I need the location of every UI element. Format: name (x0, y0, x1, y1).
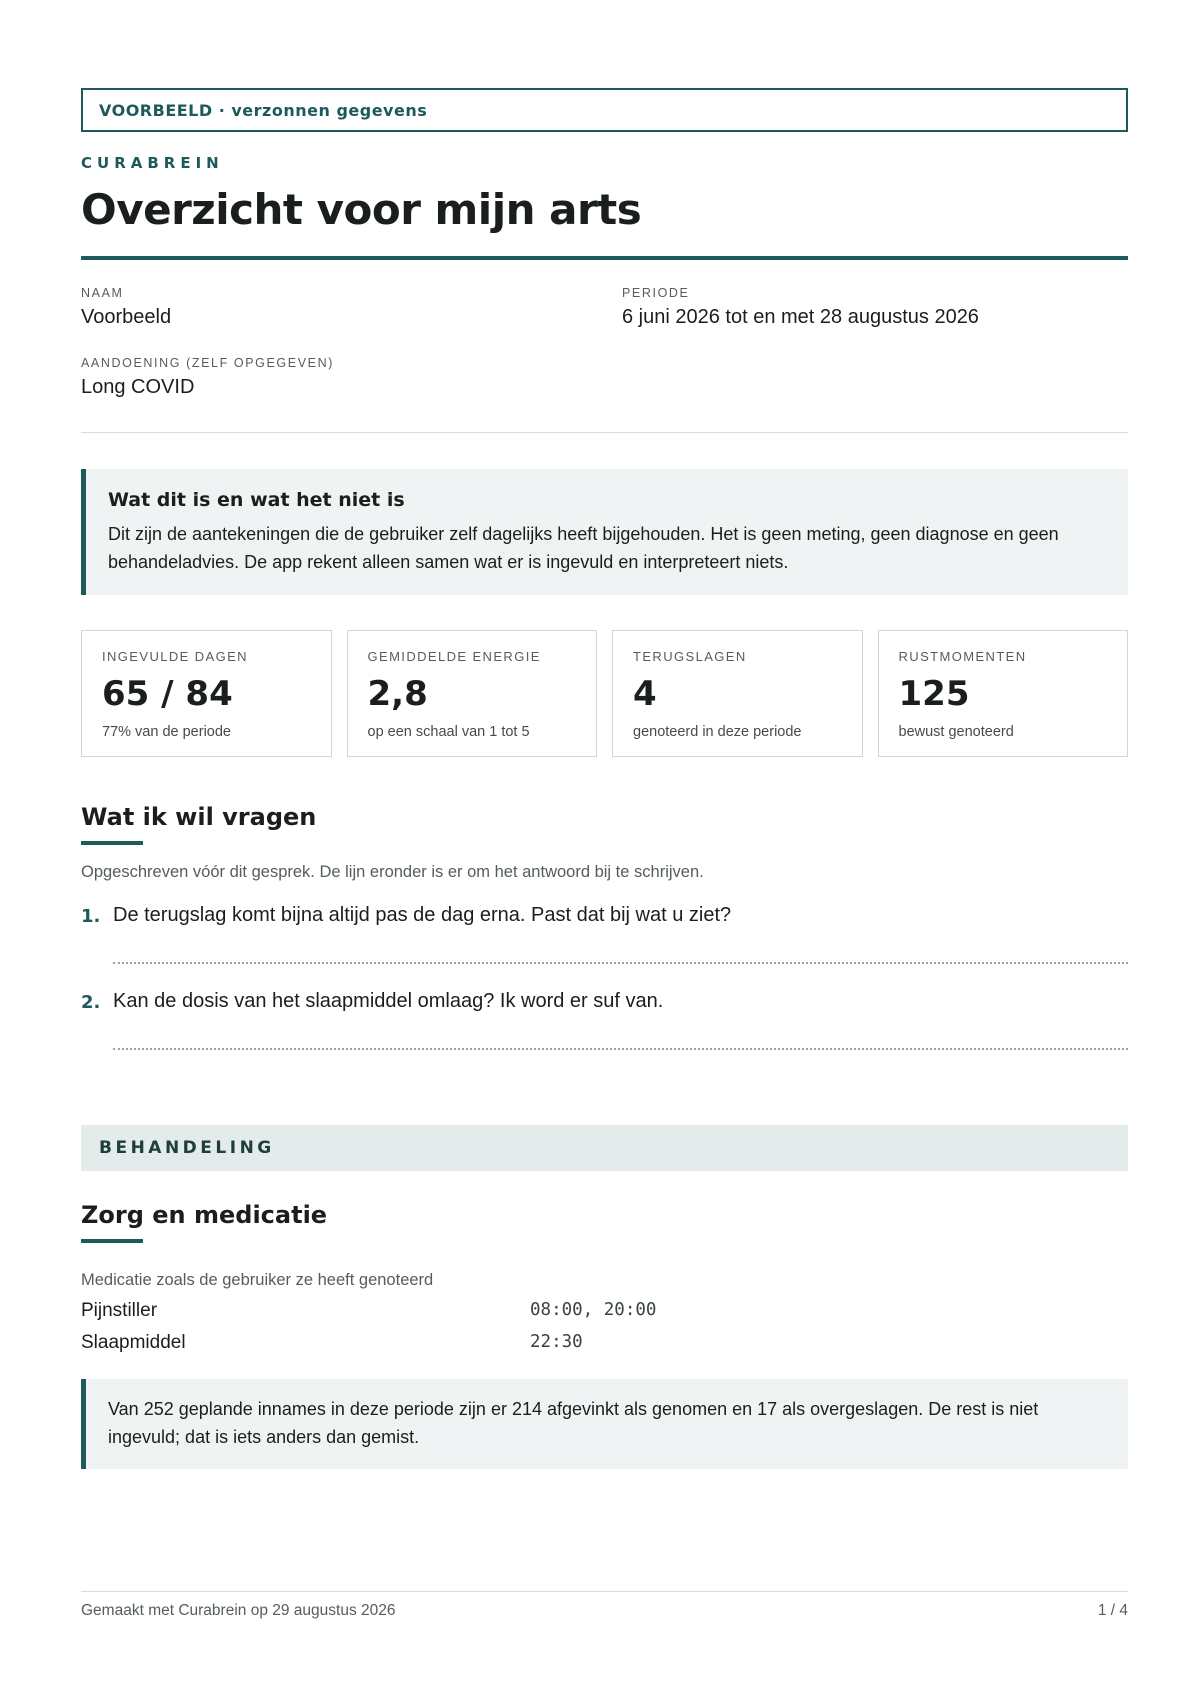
name-field (81, 286, 622, 356)
stat-label: TERUGSLAGEN (633, 649, 747, 664)
title-divider (81, 256, 1128, 260)
stat-value: 4 (633, 674, 657, 714)
period-value: 6 juni 2026 tot en met 28 augustus 2026 (622, 306, 979, 328)
period-label: PERIODE (622, 286, 690, 300)
questions-section (81, 803, 1128, 1050)
stat-subtext: genoteerd in deze periode (633, 724, 802, 740)
condition-label: AANDOENING (ZELF OPGEGEVEN) (81, 356, 334, 370)
page-number: 1 / 4 (1097, 1602, 1128, 1619)
condition-field (81, 356, 622, 426)
footer-generated-text: Gemaakt met Curabrein op 29 augustus 2026 (81, 1602, 396, 1619)
medication-name: Slaapmiddel (81, 1332, 186, 1353)
stats-row (81, 630, 1128, 757)
sample-data-banner: VOORBEELD · verzonnen gegevens (81, 88, 1128, 132)
question-item (81, 904, 1128, 927)
period-field (622, 286, 1128, 356)
medication-name: Pijnstiller (81, 1300, 158, 1321)
questions-heading: Wat ik wil vragen (81, 803, 317, 831)
care-section (81, 1201, 1128, 1469)
medication-row (81, 1332, 1128, 1354)
stat-label: RUSTMOMENTEN (898, 649, 1027, 664)
medication-times: 08:00, 20:00 (530, 1300, 657, 1320)
questions-intro: Opgeschreven vóór dit gesprek. De lijn eronder is er om het antwoord bij te schrijven. (81, 863, 704, 881)
stat-card-setbacks (612, 630, 863, 757)
medication-times: 22:30 (530, 1332, 583, 1352)
question-item (81, 990, 1128, 1013)
name-label: NAAM (81, 286, 124, 300)
name-value: Voorbeeld (81, 306, 172, 328)
patient-meta (81, 286, 1128, 426)
stat-subtext: bewust genoteerd (898, 724, 1014, 740)
stat-value: 125 (898, 674, 970, 714)
disclaimer-callout (81, 469, 1128, 595)
page-title: Overzicht voor mijn arts (81, 185, 642, 234)
answer-line (113, 1048, 1128, 1050)
stat-card-average-energy (347, 630, 598, 757)
question-number: 2. (81, 992, 101, 1013)
page-footer (81, 1591, 1128, 1620)
stat-subtext: 77% van de periode (102, 724, 231, 740)
answer-line (113, 962, 1128, 964)
intake-note: Van 252 geplande innames in deze periode zijn er 214 afgevinkt als genomen en 17 als overgeslagen. De rest is niet ingevuld; dat is iets anders dan gemist. (108, 1399, 1039, 1447)
brand-name: CURABREIN (81, 154, 224, 172)
report-page (81, 88, 1128, 1469)
stat-card-rest-moments (878, 630, 1129, 757)
stat-subtext: op een schaal van 1 tot 5 (367, 724, 530, 740)
medication-row (81, 1300, 1128, 1322)
question-text: De terugslag komt bijna altijd pas de dag erna. Past dat bij wat u ziet? (113, 904, 732, 926)
stat-label: INGEVULDE DAGEN (102, 649, 248, 664)
meta-divider (81, 432, 1128, 433)
disclaimer-heading: Wat dit is en wat het niet is (108, 489, 405, 511)
question-number: 1. (81, 906, 101, 927)
disclaimer-body: Dit zijn de aantekeningen die de gebruiker zelf dagelijks heeft bijgehouden. Het is geen meting, geen diagnose en geen behandeladvies. De app rekent alleen samen wat er is ingevuld en interpreteert niets. (108, 524, 1059, 572)
heading-underline (81, 841, 143, 845)
stat-card-filled-days (81, 630, 332, 757)
intake-note-callout (81, 1379, 1128, 1469)
question-text: Kan de dosis van het slaapmiddel omlaag? Ik word er suf van. (113, 990, 664, 1012)
medication-intro: Medicatie zoals de gebruiker ze heeft genoteerd (81, 1271, 434, 1289)
condition-value: Long COVID (81, 376, 195, 398)
stat-value: 2,8 (367, 674, 428, 714)
stat-label: GEMIDDELDE ENERGIE (367, 649, 541, 664)
heading-underline (81, 1239, 143, 1243)
section-band: BEHANDELING (81, 1125, 1128, 1171)
stat-value: 65 / 84 (102, 674, 233, 714)
care-heading: Zorg en medicatie (81, 1201, 328, 1229)
